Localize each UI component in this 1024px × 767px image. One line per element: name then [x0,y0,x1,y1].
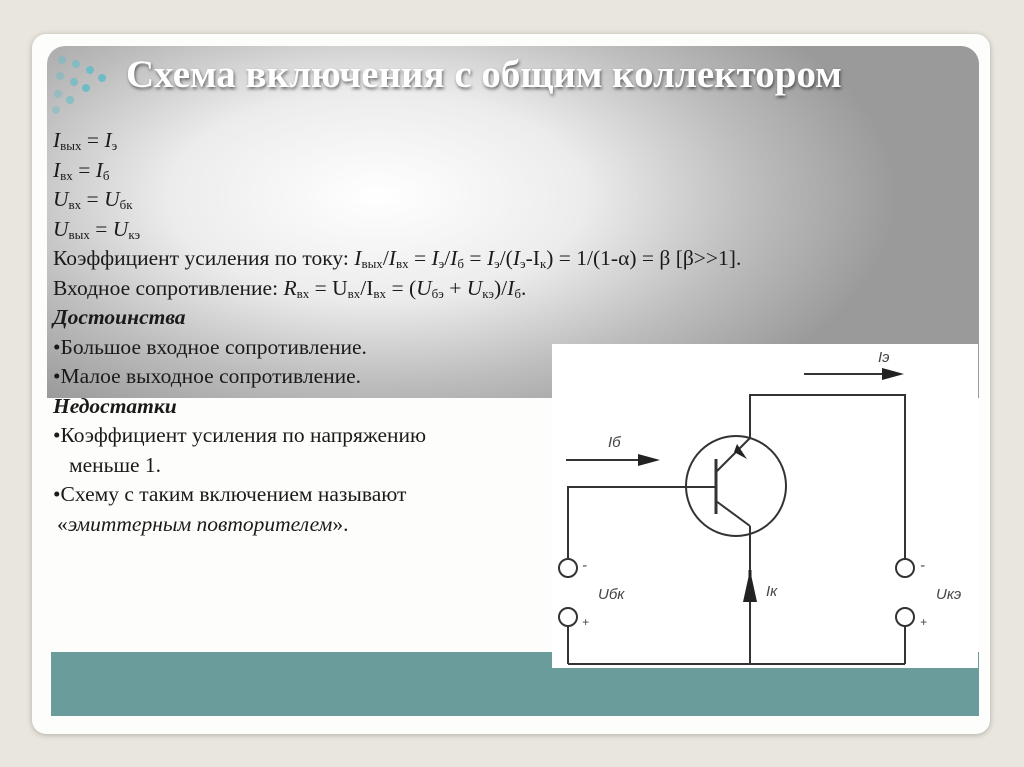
advantages-heading: Достоинства [53,305,186,329]
right-plus-label: + [920,615,928,629]
ib-label: Iб [608,434,621,451]
formula-input-current: $I_{вх} = I_б$ [53,157,110,183]
current-gain-formula: Коэффициент усиления по току: $I_{вых}/I_{вх} = I_э/I_б = I_э/(I_э-I_к) = 1/(1-\alpha) = \beta$ [β>>1]. [53,246,742,271]
transistor-emitter-leg [716,438,750,472]
formula-input-voltage: $U_{вх} = U_{бк}$ [53,187,133,212]
ib-arrowhead [638,454,660,466]
left-minus-label: - [582,557,587,574]
ubk-label: Uбк [598,586,625,603]
slide-title: Схема включения с общим коллектором [126,53,842,96]
ie-label: Iэ [878,349,890,366]
disadvantage-item: •Коэффициент усиления по напряжению [53,423,427,447]
disadvantage-item-continuation: «эмиттерным повторителем». [57,511,349,536]
common-collector-circuit-diagram [552,344,978,668]
right-lower-terminal [896,608,914,626]
uke-label: Uкэ [936,586,962,603]
base-wire [568,487,716,558]
transistor-collector-leg [716,501,750,526]
decorative-dots-icon [52,50,112,110]
formula-output-voltage: $U_{вых} = U_{кэ}$ [53,216,141,242]
left-upper-terminal [559,559,577,577]
emitter-follower-term: эмиттерным повторителем [67,511,333,536]
formula-output-current: $I_{вых} = I_э$ [53,128,118,153]
right-upper-terminal [896,559,914,577]
right-minus-label: - [920,557,925,574]
advantage-item: •Малое выходное сопротивление. [53,364,362,388]
disadvantage-item-continuation: меньше 1. [69,452,162,477]
disadvantages-heading: Недостатки [53,393,177,418]
emitter-wire [750,395,905,558]
left-plus-label: + [582,615,590,629]
ie-arrowhead [882,368,904,380]
left-lower-terminal [559,608,577,626]
input-resistance-formula: Входное сопротивление: $R_{вх} = U_{вх}/I_{вх} = (U_{бэ} + U_{кэ})/I_б$. [53,275,527,301]
ik-label: Iк [766,583,778,600]
circuit-schematic [552,344,978,668]
advantage-item: •Большое входное сопротивление. [53,334,367,359]
disadvantage-item: •Схему с таким включением называют [53,482,407,506]
